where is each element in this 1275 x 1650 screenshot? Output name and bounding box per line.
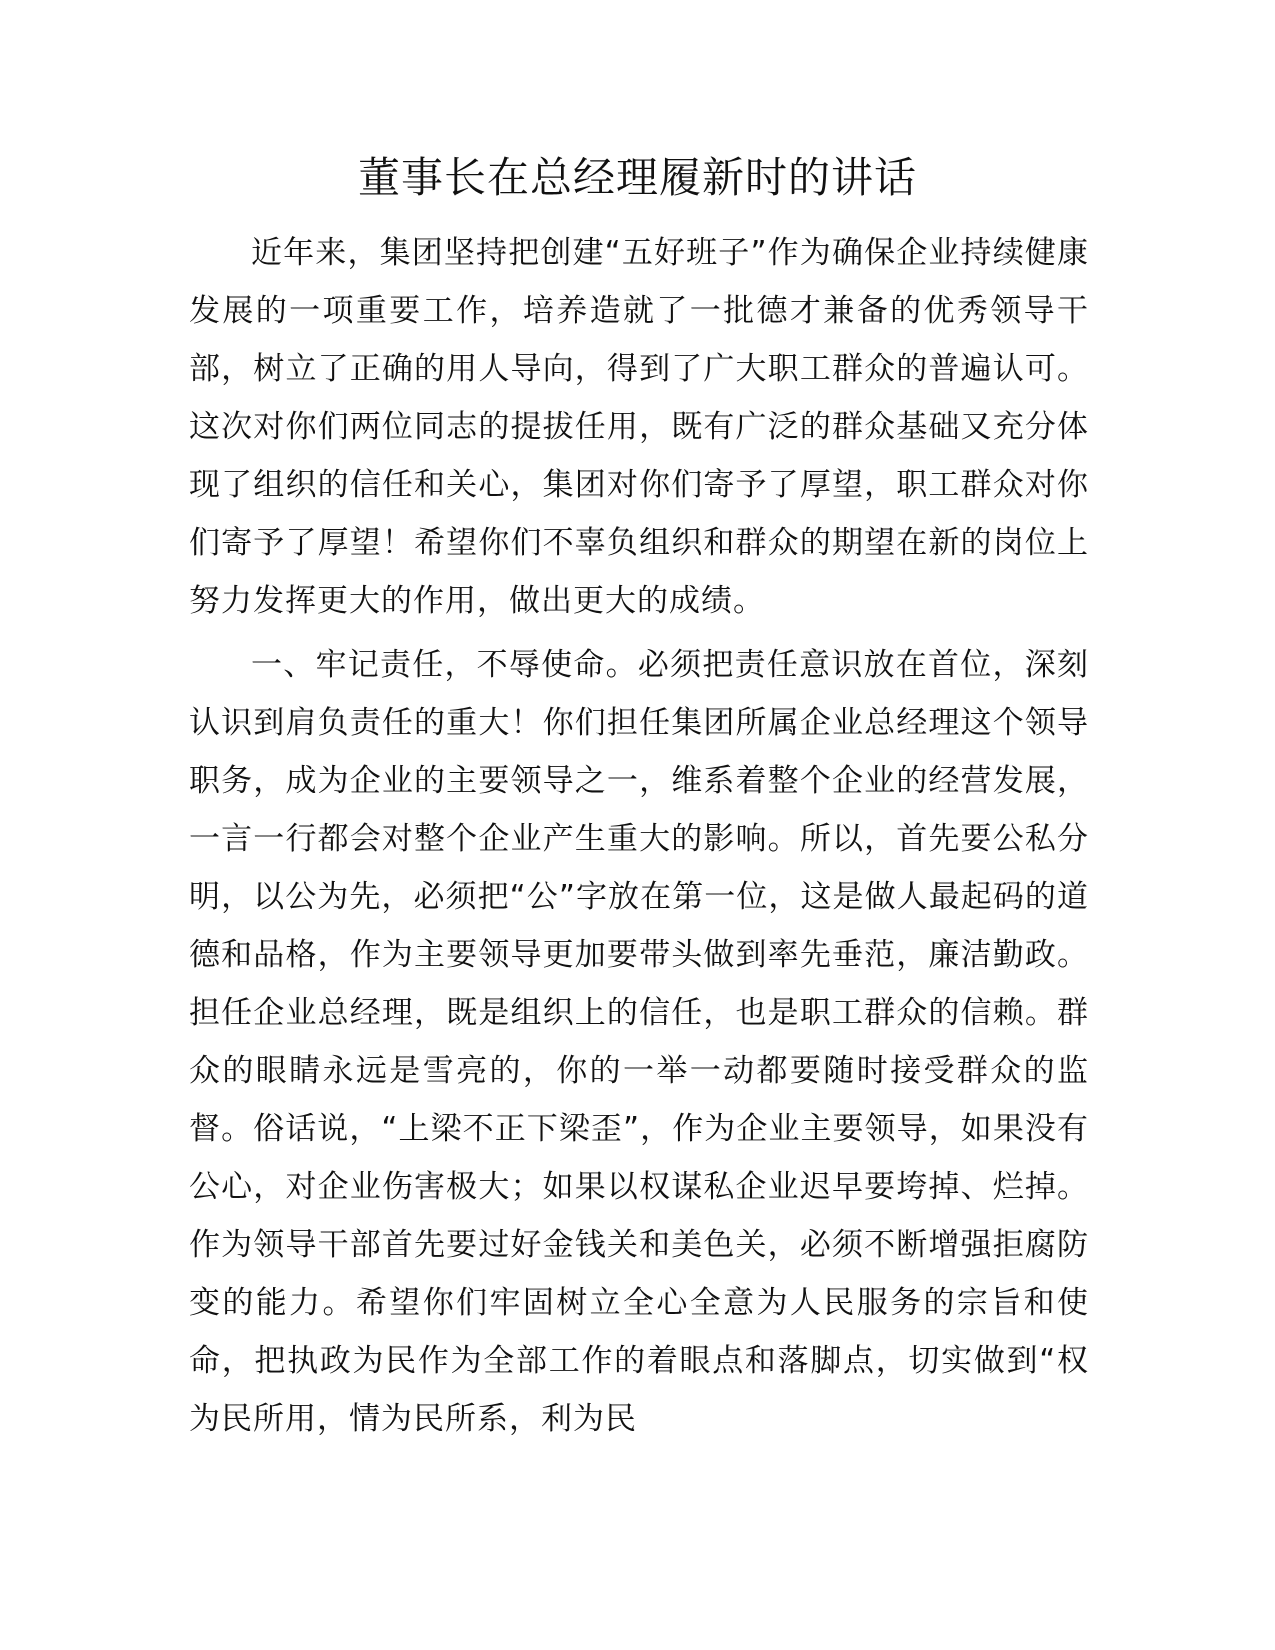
document-title: 董事长在总经理履新时的讲话	[357, 153, 917, 202]
paragraph-section-one: 一、牢记责任，不辱使命。必须把责任意识放在首位，深刻认识到肩负责任的重大！你们担任集团所属企业总经理这个领导职务，成为企业的主要领导之一，维系着整个企业的经营发展，一言一行都会对整个企业产生重大的影响。所以，首先要公私分明，以公为先，必须把“公”字放在第一位，这是做人最起码的道德和品格，作为主要领导更加要带头做到率先垂范，廉洁勤政。担任企业总经理，既是组织上的信任，也是职工群众的信赖。群众的眼睛永远是雪亮的，你的一举一动都要随时接受群众的监督。俗话说，“上梁不正下梁歪”，作为企业主要领导，如果没有公心，对企业伤害极大；如果以权谋私企业迟早要垮掉、烂掉。作为领导干部首先要过好金钱关和美色关，必须不断增强拒腐防变的能力。希望你们牢固树立全心全意为人民服务的宗旨和使命，把执政为民作为全部工作的着眼点和落脚点，切实做到“权为民所用，情为民所系，利为民	[189, 647, 1089, 1437]
document-body	[189, 224, 1089, 1448]
paragraph-intro: 近年来，集团坚持把创建“五好班子”作为确保企业持续健康发展的一项重要工作，培养造就了一批德才兼备的优秀领导干部，树立了正确的用人导向，得到了广大职工群众的普遍认可。这次对你们两位同志的提拔任用，既有广泛的群众基础又充分体现了组织的信任和关心，集团对你们寄予了厚望，职工群众对你们寄予了厚望！希望你们不辜负组织和群众的期望在新的岗位上努力发挥更大的作用，做出更大的成绩。	[189, 235, 1089, 619]
